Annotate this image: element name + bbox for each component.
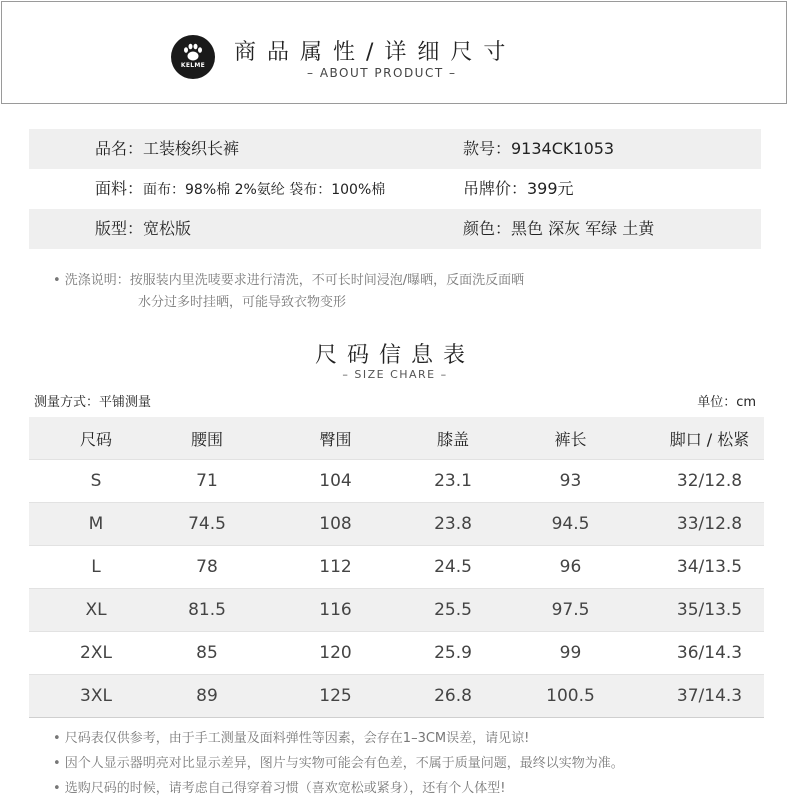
page-title: 商品属性/详细尺寸 <box>234 40 517 65</box>
size-table <box>29 417 764 718</box>
table-cell: 89 <box>163 675 251 718</box>
table-cell: 2XL <box>29 632 163 675</box>
attribute-row <box>29 209 761 249</box>
table-cell: 97.5 <box>486 589 655 632</box>
header-cell: 臀围 <box>251 417 420 460</box>
table-cell: 112 <box>251 546 420 589</box>
table-cell: 116 <box>251 589 420 632</box>
tag-price: 吊牌价：399元 <box>463 179 574 198</box>
product-code: 款号：9134CK1053 <box>463 139 615 158</box>
size-chart-subtitle: – SIZE CHARE – <box>342 368 448 381</box>
table-row <box>29 503 764 546</box>
table-cell: 26.8 <box>420 675 486 718</box>
header-box <box>1 1 787 104</box>
fit-type: 版型：宽松版 <box>95 219 192 238</box>
table-cell: 33/12.8 <box>655 503 764 546</box>
table-cell: 23.8 <box>420 503 486 546</box>
table-cell: 3XL <box>29 675 163 718</box>
table-cell: 74.5 <box>163 503 251 546</box>
table-cell: 99 <box>486 632 655 675</box>
table-cell: 93 <box>486 460 655 503</box>
table-cell: 37/14.3 <box>655 675 764 718</box>
table-cell: S <box>29 460 163 503</box>
kelme-logo <box>171 35 215 79</box>
table-cell: 108 <box>251 503 420 546</box>
paw-icon <box>171 35 215 79</box>
header-cell: 腰围 <box>163 417 251 460</box>
header-cell: 裤长 <box>486 417 655 460</box>
table-cell: 32/12.8 <box>655 460 764 503</box>
table-row <box>29 460 764 503</box>
header-cell: 膝盖 <box>420 417 486 460</box>
header-cell: 尺码 <box>29 417 163 460</box>
table-cell: 94.5 <box>486 503 655 546</box>
table-cell: XL <box>29 589 163 632</box>
wash-line-1: • 洗涤说明：按服装内里洗唛要求进行清洗，不可长时间浸泡/曝晒，反面洗反面晒 <box>53 273 525 288</box>
table-cell: 100.5 <box>486 675 655 718</box>
table-cell: 78 <box>163 546 251 589</box>
unit-label: 单位：cm <box>697 395 756 410</box>
table-cell: 24.5 <box>420 546 486 589</box>
table-row <box>29 589 764 632</box>
table-cell: M <box>29 503 163 546</box>
table-cell: 25.5 <box>420 589 486 632</box>
table-cell: 96 <box>486 546 655 589</box>
fabric <box>95 169 385 210</box>
product-name: 品名：工装梭织长裤 <box>95 139 240 158</box>
table-cell: 104 <box>251 460 420 503</box>
note-item: • 因个人显示器明亮对比显示差异，图片与实物可能会有色差，不属于质量问题，最终以实物为准。 <box>53 756 624 771</box>
notes <box>53 726 624 801</box>
table-cell: 23.1 <box>420 460 486 503</box>
table-cell: 35/13.5 <box>655 589 764 632</box>
attribute-row <box>29 129 761 169</box>
attribute-table <box>29 129 761 249</box>
wash-line-2: 水分过多时挂晒，可能导致衣物变形 <box>138 295 347 310</box>
table-cell: 25.9 <box>420 632 486 675</box>
table-cell: 85 <box>163 632 251 675</box>
table-cell: 81.5 <box>163 589 251 632</box>
fabric-label: 面料： <box>95 179 144 198</box>
table-row <box>29 632 764 675</box>
page-subtitle: – ABOUT PRODUCT – <box>307 66 457 80</box>
header-cell: 脚口 / 松紧 <box>655 417 764 460</box>
fabric-value: 面布：98%棉 2%氨纶 袋布：100%棉 <box>143 182 386 198</box>
table-cell: 36/14.3 <box>655 632 764 675</box>
attribute-row <box>29 169 761 209</box>
table-cell: 120 <box>251 632 420 675</box>
table-row <box>29 546 764 589</box>
table-cell: 125 <box>251 675 420 718</box>
wash-instructions <box>53 270 524 314</box>
note-item: • 尺码表仅供参考，由于手工测量及面料弹性等因素，会存在1–3CM误差，请见谅! <box>53 731 530 746</box>
table-row <box>29 675 764 718</box>
table-cell: L <box>29 546 163 589</box>
colors: 颜色：黑色 深灰 军绿 土黄 <box>463 219 655 238</box>
size-table-header <box>29 417 764 460</box>
logo-text: KELME <box>180 62 206 69</box>
table-cell: 71 <box>163 460 251 503</box>
size-chart-title: 尺码信息表 <box>314 343 475 368</box>
measure-method: 测量方式：平铺测量 <box>34 395 152 410</box>
note-item: • 选购尺码的时候，请考虑自己得穿着习惯（喜欢宽松或紧身），还有个人体型! <box>53 781 506 796</box>
table-cell: 34/13.5 <box>655 546 764 589</box>
